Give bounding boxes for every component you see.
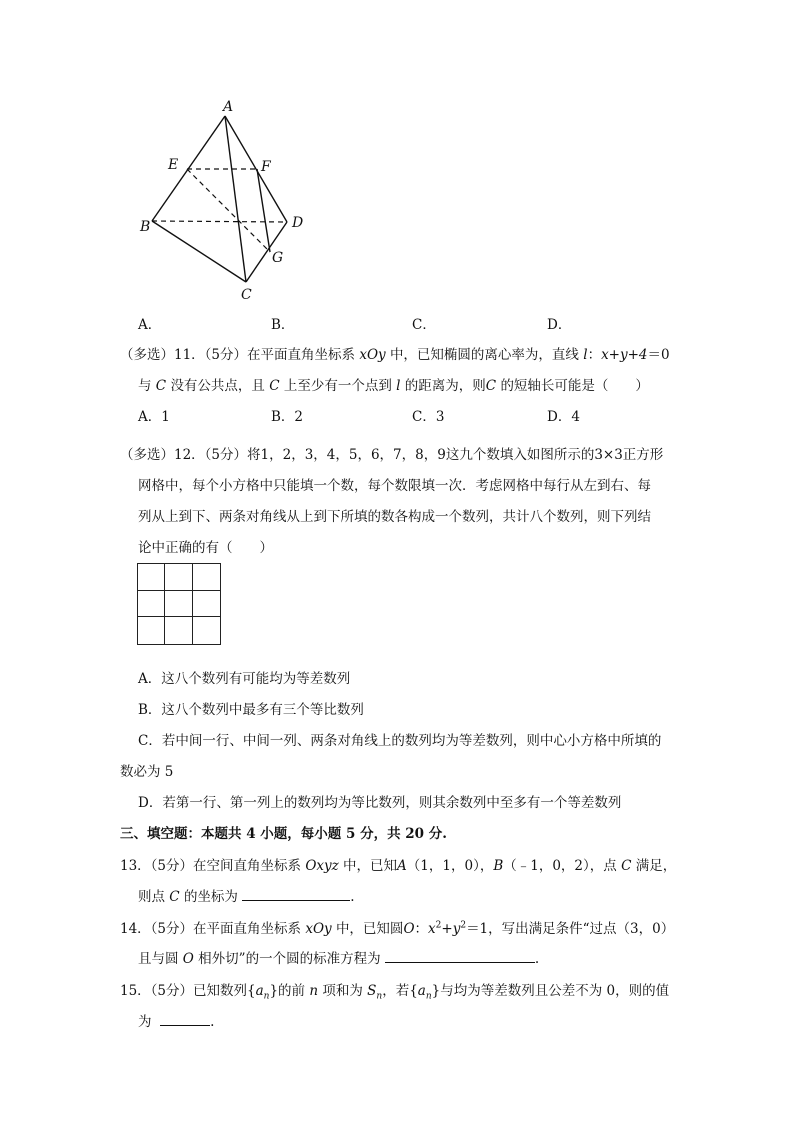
three-by-three-grid [137, 563, 221, 645]
q10-option-b[interactable]: B． [271, 317, 295, 333]
q12-line3: 列从上到下、两条对角线从上到下所填的数各构成一个数列，共计八个数列，则下列结 [138, 509, 651, 525]
q12-line4: 论中正确的有（ ） [138, 540, 273, 556]
q11-line2: 与 C 没有公共点，且 C 上至少有一个点到 l 的距离为，则C 的短轴长可能是（ ） [138, 378, 649, 394]
q11-option-d[interactable]: D．4 [547, 409, 580, 425]
label-A: A [223, 99, 234, 115]
label-C: C [241, 287, 252, 303]
q12-line1: （多选）12．（5分）将1，2，3，4，5，6，7，8，9这九个数填入如图所示的3×3正方形 [120, 447, 664, 463]
q15-line2: 为 . [138, 1010, 214, 1030]
q14-line2: 且与圆 O 相外切”的一个圆的标准方程为 . [138, 947, 539, 967]
q13-line1: 13．（5分）在空间直角坐标系 Oxyz 中，已知A（1，1，0），B（﹣1，0，2），点 C 满足， [120, 858, 677, 874]
q11-line1: （多选）11．（5分）在平面直角坐标系 xOy 中，已知椭圆的离心率为，直线 l：x+y+4＝0 [120, 347, 670, 363]
q12-option-c-cont: 数必为 5 [120, 764, 174, 780]
label-B: B [140, 219, 151, 235]
grid-cell [138, 591, 165, 618]
grid-cell [138, 564, 165, 591]
answer-blank[interactable] [160, 1011, 210, 1026]
q12-line2: 网格中，每个小方格中只能填一个数，每个数限填一次．考虑网格中每行从左到右、每 [138, 478, 651, 494]
grid-cell [165, 564, 192, 591]
q12-option-d[interactable]: D．若第一行、第一列上的数列均为等比数列，则其余数列中至多有一个等差数列 [138, 795, 622, 811]
tetrahedron-figure [0, 0, 794, 310]
answer-blank[interactable] [242, 886, 350, 901]
q12-option-a[interactable]: A．这八个数列有可能均为等差数列 [138, 671, 351, 687]
q11-option-b[interactable]: B．2 [271, 409, 304, 425]
section-heading: 三、填空题：本题共 4 小题，每小题 5 分，共 20 分. [120, 826, 447, 842]
grid-cell [138, 617, 165, 644]
q13-line2: 则点 C 的坐标为 . [138, 885, 355, 905]
q11-option-c[interactable]: C．3 [412, 409, 445, 425]
label-D: D [292, 215, 304, 231]
grid-cell [165, 617, 192, 644]
q14-line1: 14．（5分）在平面直角坐标系 xOy 中，已知圆O：$x^2+y^2=1$，写出满足条件“过点（3，0） [120, 920, 675, 937]
label-E: E [168, 157, 179, 173]
q10-option-d[interactable]: D． [547, 317, 572, 333]
label-G: G [272, 250, 284, 266]
edge-AC [225, 116, 246, 282]
grid-cell [193, 617, 220, 644]
q10-option-a[interactable]: A． [138, 317, 162, 333]
edge-BC [152, 221, 246, 282]
q11-option-a[interactable]: A．1 [138, 409, 170, 425]
grid-cell [193, 564, 220, 591]
dashed-EG [187, 169, 270, 252]
q12-option-b[interactable]: B．这八个数列中最多有三个等比数列 [138, 702, 364, 718]
q10-option-c[interactable]: C． [412, 317, 436, 333]
grid-cell [165, 591, 192, 618]
dashed-BD [152, 221, 287, 222]
label-F: F [261, 159, 271, 175]
answer-blank[interactable] [385, 948, 535, 963]
q12-option-c[interactable]: C．若中间一行、中间一列、两条对角线上的数列均为等差数列，则中心小方格中所填的 [138, 733, 662, 749]
grid-cell [193, 591, 220, 618]
q15-line1: 15．（5分）已知数列$\{a_n\}$的前 n 项和为 $S_n$，若$\{a_n\}$与均为等差数列且公差不为 0，则的值 [120, 983, 670, 1002]
